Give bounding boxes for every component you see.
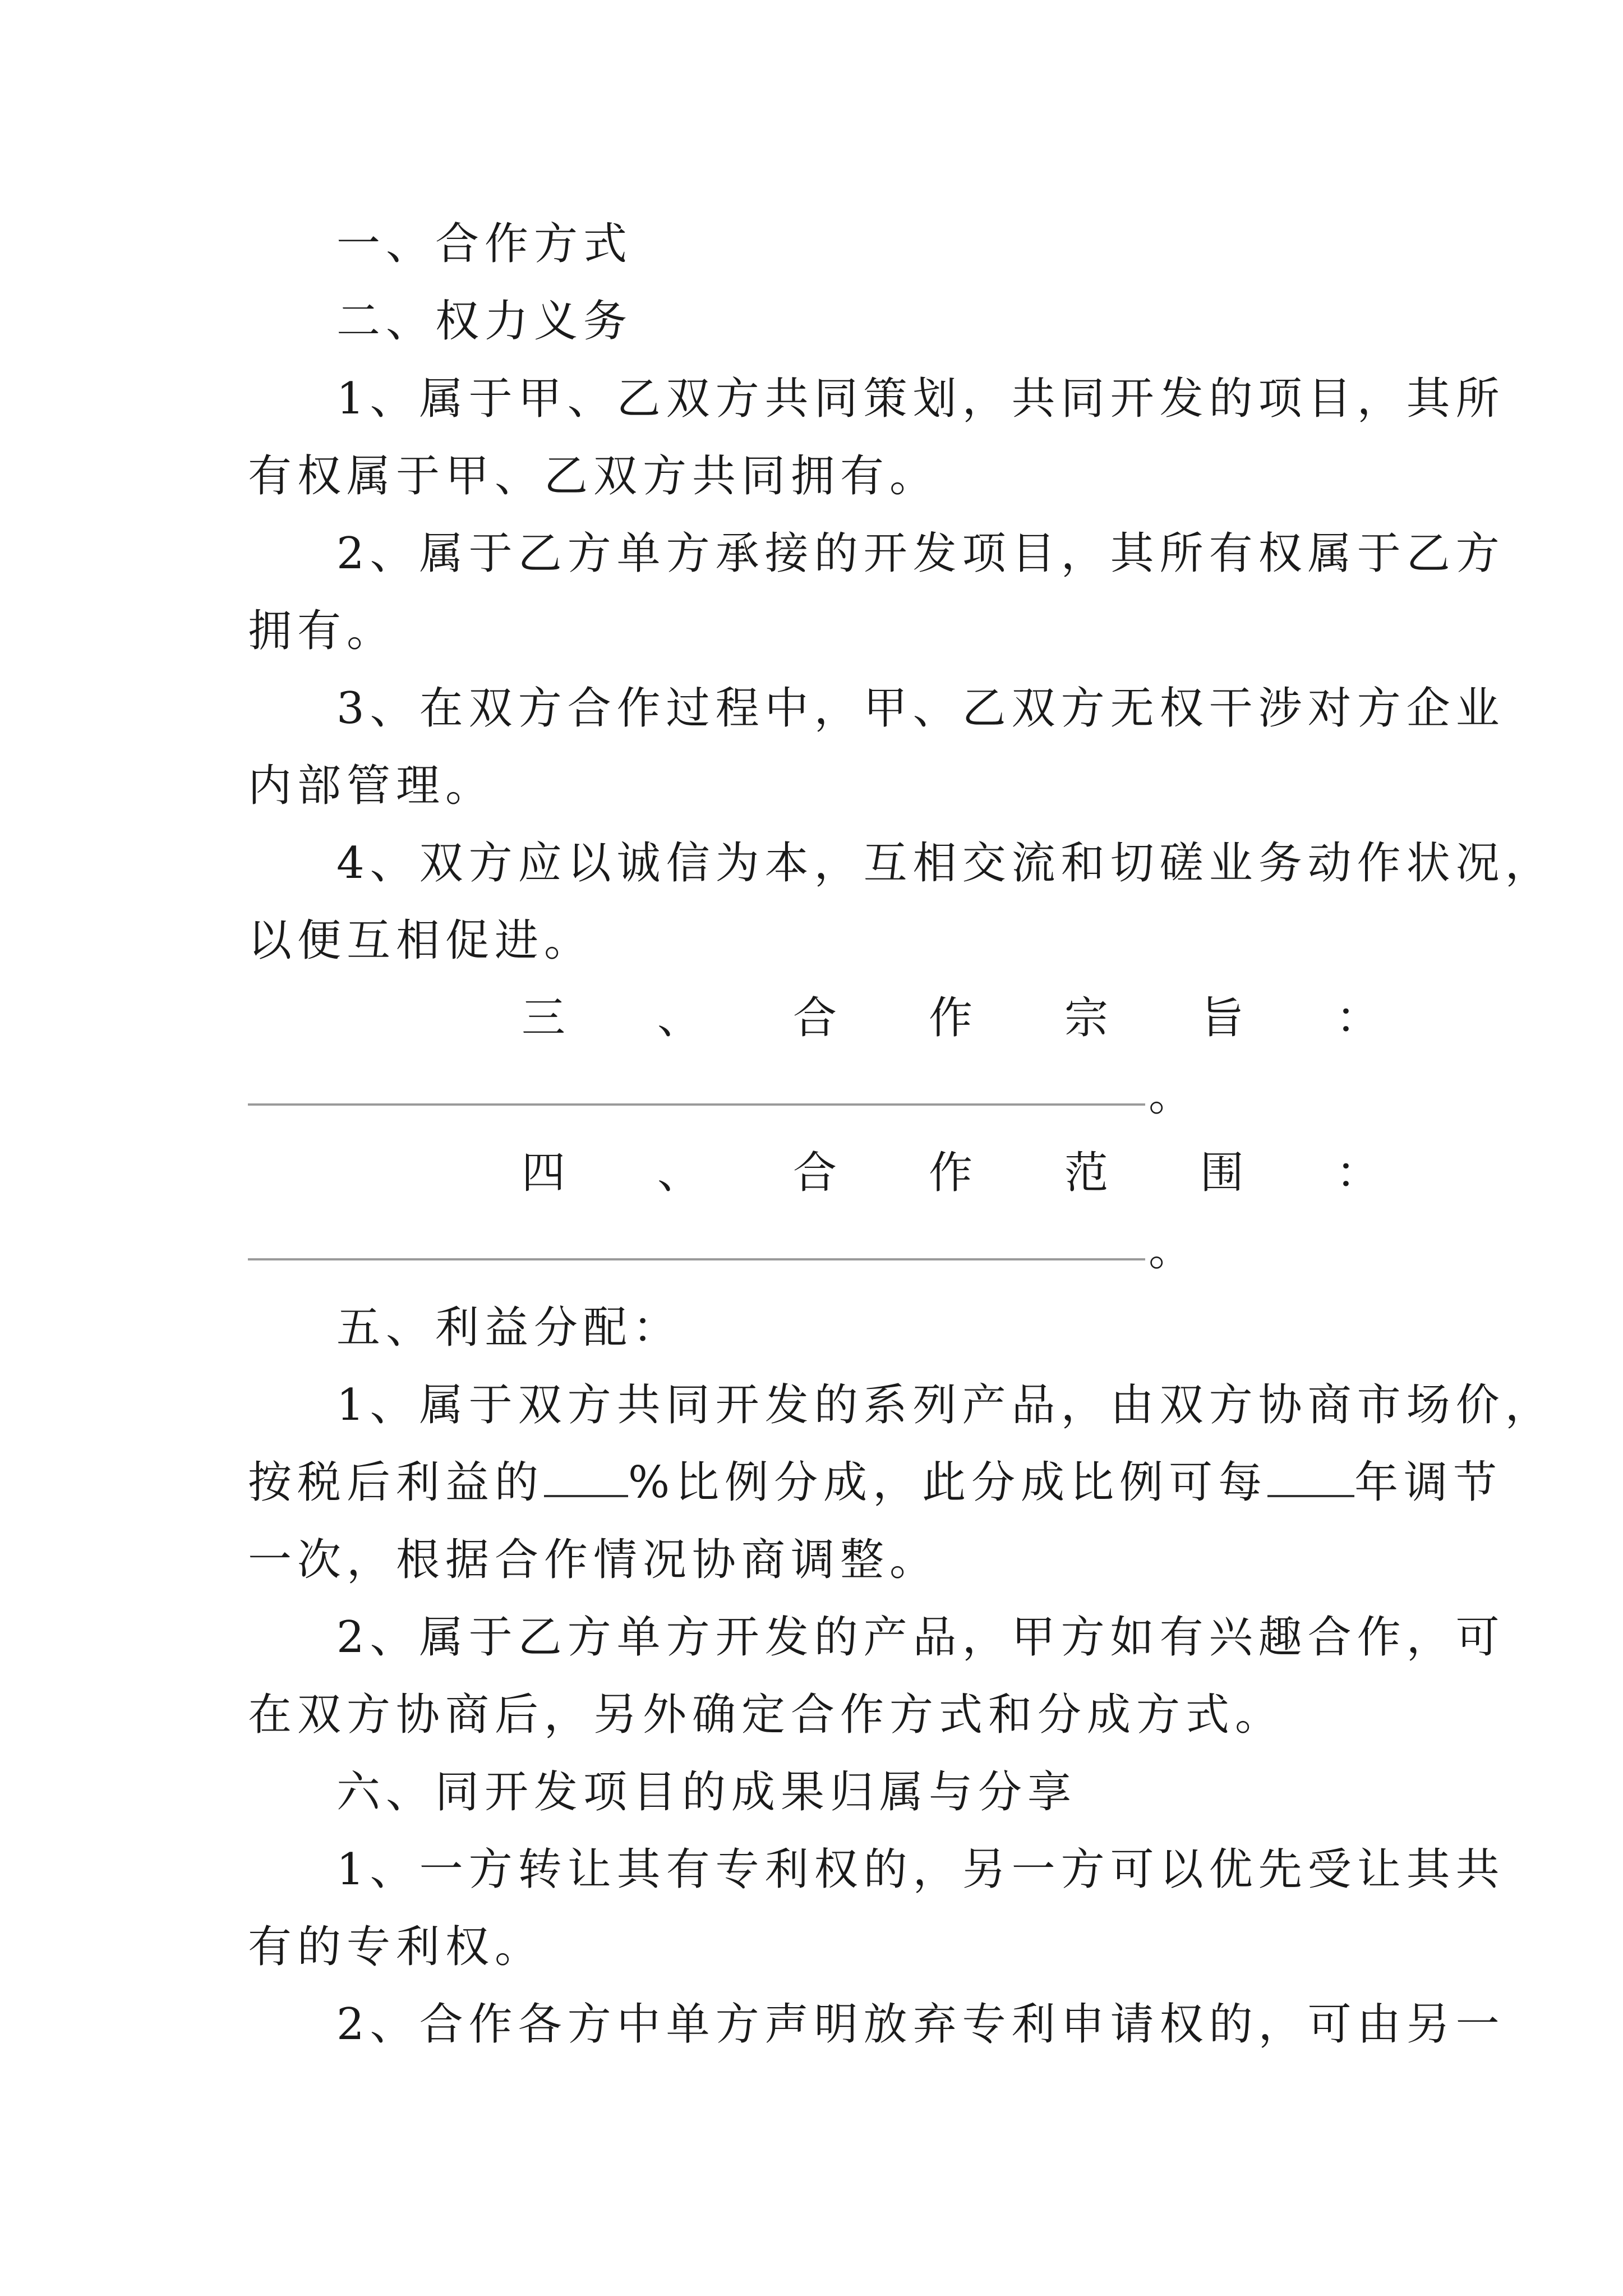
paragraph-line: 拥有。 <box>248 606 396 656</box>
text-segment: 按税后利益的 <box>248 1457 545 1508</box>
paragraph-line: 1、属于双方共同开发的系列产品，由双方协商市场价， <box>336 1380 1555 1430</box>
paragraph-line: 1、属于甲、乙双方共同策划，共同开发的项目，其所 <box>336 374 1505 424</box>
heading-char: 、 <box>657 1148 701 1198</box>
paragraph-line: 3、在双方合作过程中，甲、乙双方无权干涉对方企业 <box>336 683 1505 734</box>
text-segment: %比例分成，此分成比例可每 <box>628 1457 1268 1508</box>
heading-char: 围 <box>1200 1148 1244 1198</box>
heading-char: 合 <box>792 993 837 1043</box>
paragraph-line: 2、属于乙方单方承接的开发项目，其所有权属于乙方 <box>336 528 1505 579</box>
heading-char: 合 <box>792 1148 837 1198</box>
heading-char: 范 <box>1064 1148 1108 1198</box>
paragraph-line: 2、属于乙方单方开发的产品，甲方如有兴趣合作，可 <box>336 1612 1505 1663</box>
paragraph-line: 有权属于甲、乙双方共同拥有。 <box>248 451 939 501</box>
purpose-blank-line <box>248 1103 1145 1106</box>
heading-char: ： <box>1335 1148 1380 1198</box>
heading-char: 作 <box>928 993 972 1043</box>
paragraph-line: 有的专利权。 <box>248 1922 545 1972</box>
heading-char: 旨 <box>1200 993 1244 1043</box>
heading-cooperation-scope <box>522 1145 1380 1201</box>
percentage-blank <box>544 1456 628 1497</box>
purpose-period: 。 <box>1149 1070 1193 1121</box>
text-segment: 年调节 <box>1354 1457 1503 1508</box>
paragraph-line: 一次，根据合作情况协商调整。 <box>248 1535 939 1585</box>
heading-char: 、 <box>657 993 701 1043</box>
heading-char: 作 <box>928 1148 972 1198</box>
heading-char: ： <box>1335 993 1380 1043</box>
heading-char: 宗 <box>1064 993 1108 1043</box>
heading-profit-distribution: 五、利益分配： <box>336 1303 683 1353</box>
scope-blank-line <box>248 1258 1145 1260</box>
paragraph-line <box>0 1455 1623 1511</box>
paragraph-line: 内部管理。 <box>248 761 495 811</box>
heading-cooperation-purpose <box>522 990 1380 1046</box>
paragraph-line: 在双方协商后，另外确定合作方式和分成方式。 <box>248 1690 1285 1740</box>
years-blank <box>1267 1456 1354 1497</box>
heading-rights-obligations: 二、权力义务 <box>336 296 633 347</box>
scope-period: 。 <box>1149 1225 1193 1276</box>
heading-cooperation-mode: 一、合作方式 <box>336 219 633 269</box>
heading-char: 四 <box>522 1148 566 1198</box>
paragraph-line: 1、一方转让其有专利权的，另一方可以优先受让其共 <box>336 1844 1505 1895</box>
paragraph-line: 以便互相促进。 <box>248 915 594 966</box>
paragraph-line: 4、双方应以诚信为本，互相交流和切磋业务动作状况， <box>336 838 1555 889</box>
paragraph-line: 2、合作各方中单方声明放弃专利申请权的，可由另一 <box>336 1999 1505 2050</box>
heading-char: 三 <box>522 993 566 1043</box>
heading-results-ownership: 六、同开发项目的成果归属与分享 <box>336 1767 1077 1818</box>
